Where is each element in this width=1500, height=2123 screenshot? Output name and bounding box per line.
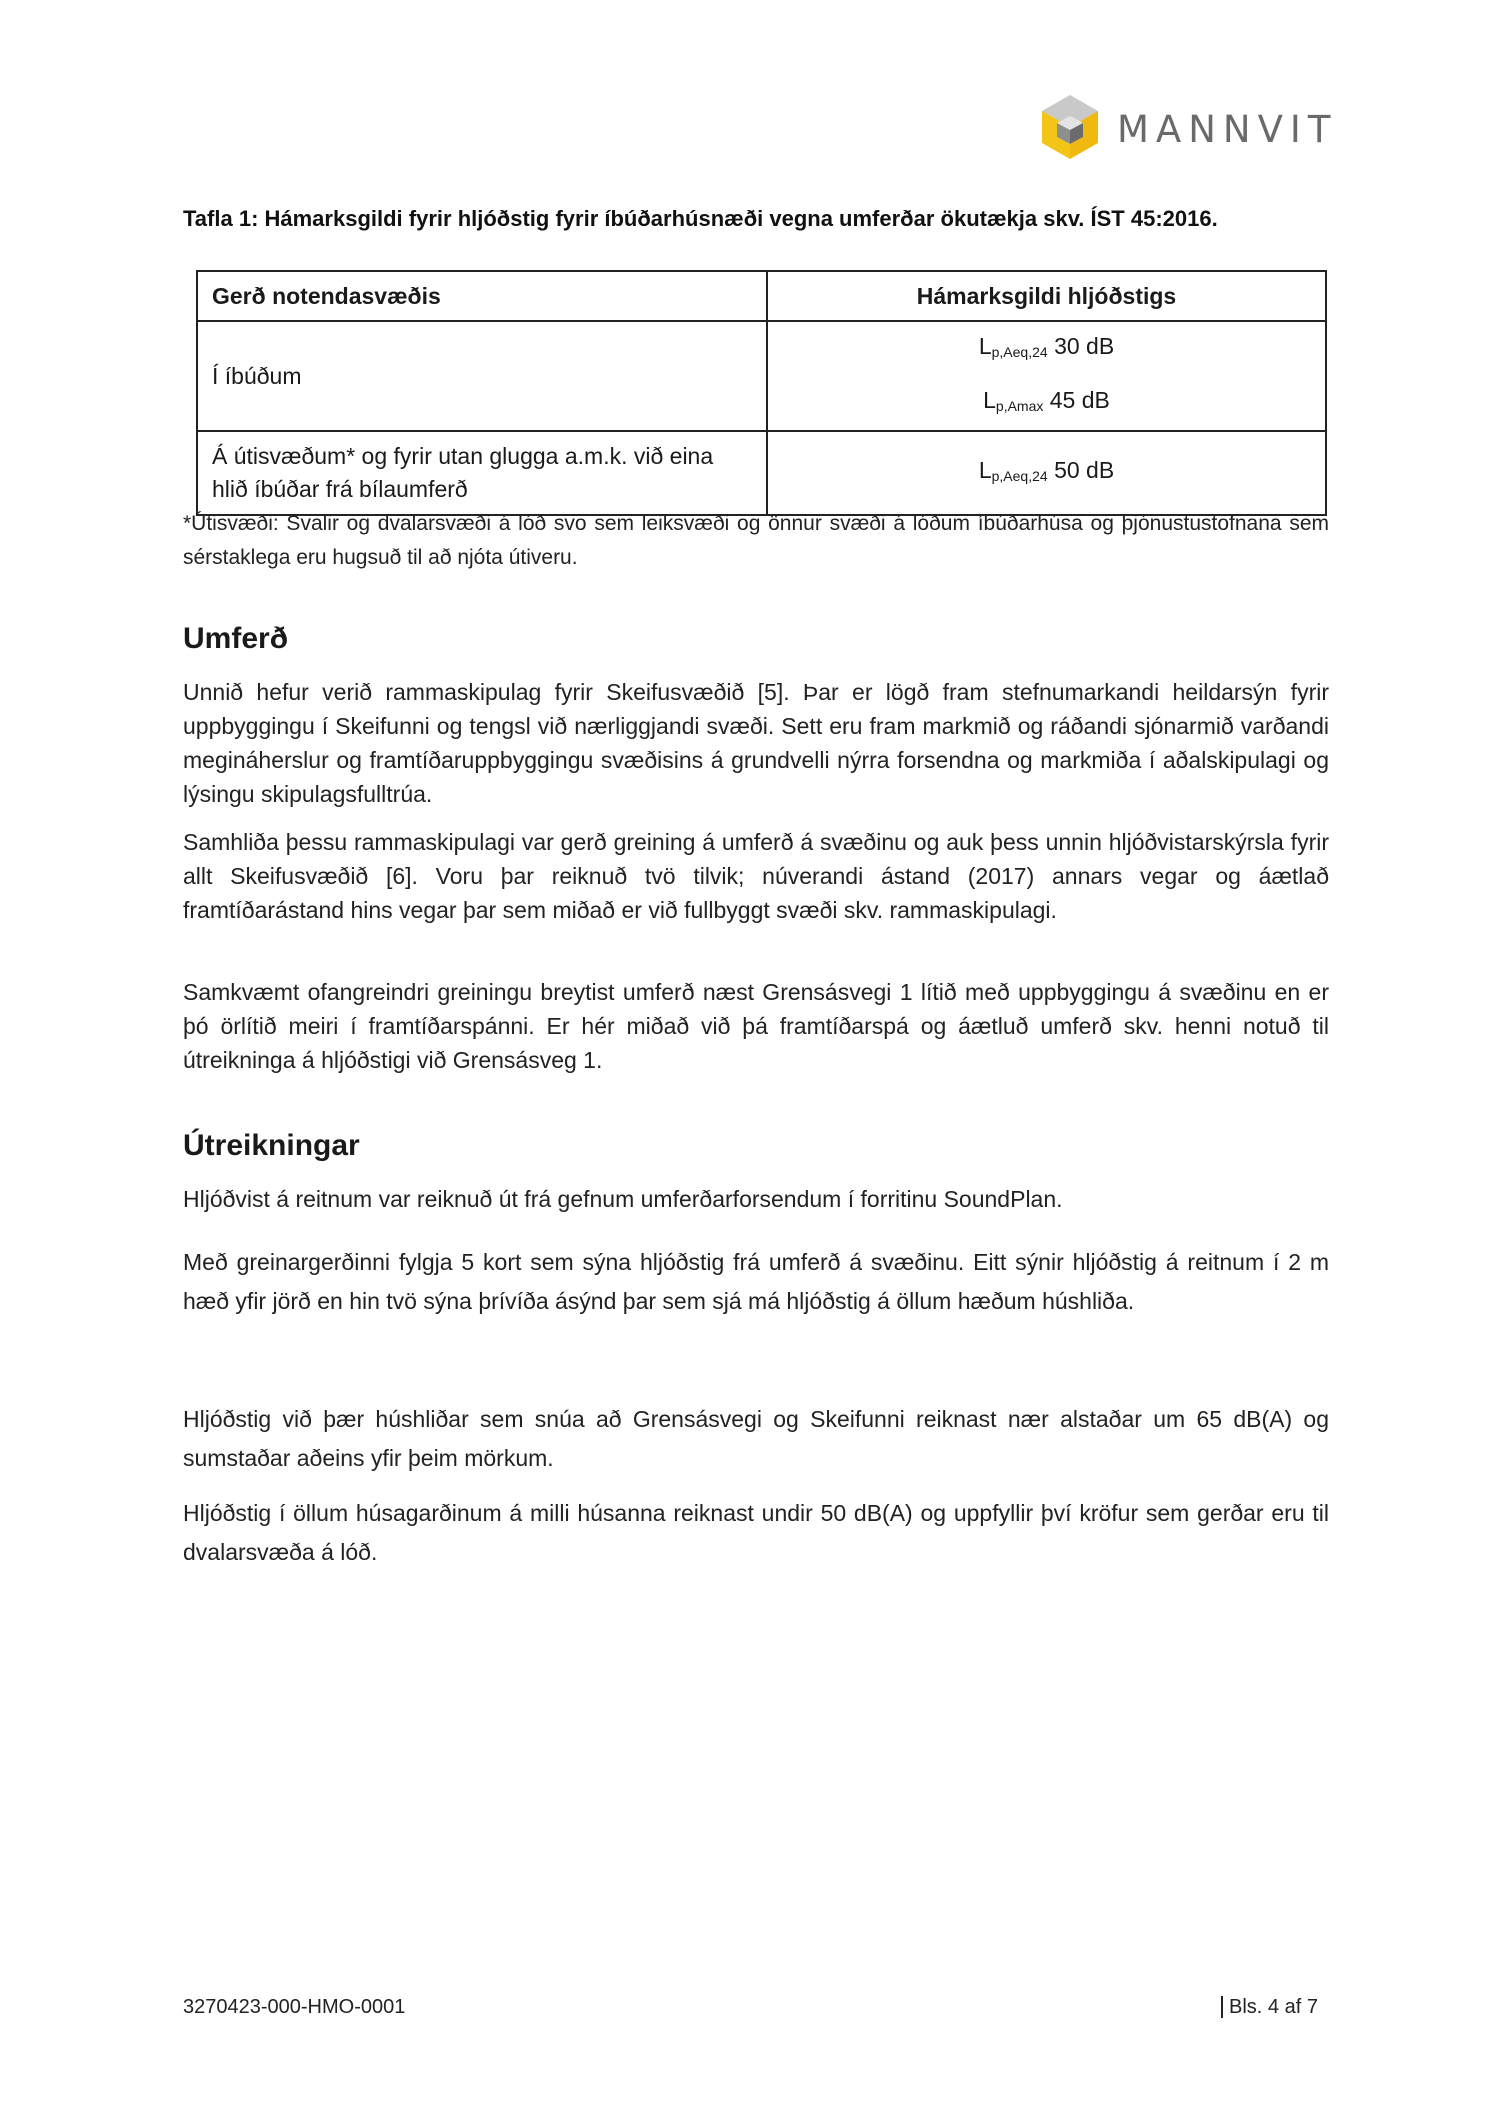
level-symbol: L bbox=[978, 333, 992, 359]
level-number: 45 dB bbox=[1049, 387, 1110, 413]
level-value bbox=[782, 322, 1311, 376]
footer-page-number: Bls. 4 af 7 bbox=[1221, 1996, 1318, 2018]
paragraph: Hljóðvist á reitnum var reiknuð út frá gefnum umferðarforsendum í forritinu SoundPlan. bbox=[183, 1186, 1063, 1212]
header-area-type: Gerð notendasvæðis bbox=[197, 271, 767, 321]
level-symbol: L bbox=[978, 457, 992, 483]
noise-limits-table bbox=[196, 270, 1327, 516]
section-heading-umferd: Umferð bbox=[183, 622, 289, 655]
paragraph: Samhliða þessu rammaskipulagi var gerð greining á umferð á svæðinu og auk þess unnin hljóðvistarskýrsla fyrir allt Skeifusvæðið [6]. Voru þar reiknuð tvö tilvik; núverandi ástand (2017) annars vegar og áætlað framtíðarástand hins vegar þar sem miðað er við fullbyggt svæði skv. rammaskipulagi. bbox=[183, 829, 1329, 923]
table-header-row bbox=[197, 271, 1326, 321]
cell-area: Í íbúðum bbox=[197, 321, 767, 431]
level-number: 30 dB bbox=[1054, 333, 1115, 359]
cell-area: Á útisvæðum* og fyrir utan glugga a.m.k. við eina hlið íbúðar frá bílaumferð bbox=[197, 431, 767, 515]
level-number: 50 dB bbox=[1054, 457, 1115, 483]
table-row bbox=[197, 431, 1326, 515]
header-max-level: Hámarksgildi hljóðstigs bbox=[767, 271, 1326, 321]
paragraph: Unnið hefur verið rammaskipulag fyrir Skeifusvæðið [5]. Þar er lögð fram stefnumarkandi heildarsýn fyrir uppbyggingu í Skeifunni og tengsl við nærliggjandi svæði. Sett eru fram markmið og ráðandi sjónarmið varðandi megináherslur og framtíðaruppbyggingu svæðisins á grundvelli nýrra forsendna og markmiða í aðalskipulagi og lýsingu skipulagsfulltrúa. bbox=[183, 679, 1329, 807]
footer-doc-id: 3270423-000-HMO-0001 bbox=[183, 1996, 406, 2018]
level-value bbox=[782, 446, 1311, 500]
table-footnote: *Útisvæði: Svalir og dvalarsvæði á lóð svo sem leiksvæði og önnur svæði á lóðum íbúðarhúsa og þjónustustofnana sem sérstaklega eru hugsuð til að njóta útiveru. bbox=[183, 512, 1329, 569]
level-symbol: L bbox=[983, 387, 996, 413]
section-heading-utreikningar: Útreikningar bbox=[183, 1129, 360, 1162]
paragraph: Samkvæmt ofangreindri greiningu breytist umferð næst Grensásvegi 1 lítið með uppbyggingu á svæðinu en er þó örlítið meiri í framtíðarspánni. Er hér miðað við þá framtíðarspá og áætluð umferð skv. henni notuð til útreikninga á hljóðstigi við Grensásveg 1. bbox=[183, 979, 1329, 1073]
paragraph: Hljóðstig við þær húshliðar sem snúa að Grensásvegi og Skeifunni reiknast nær alstaðar um 65 dB(A) og sumstaðar aðeins yfir þeim mörkum. bbox=[183, 1406, 1329, 1471]
level-subscript: p,Aeq,24 bbox=[991, 344, 1048, 360]
mannvit-logo-icon bbox=[1035, 92, 1105, 162]
table-row bbox=[197, 321, 1326, 431]
paragraph: Hljóðstig í öllum húsagarðinum á milli húsanna reiknast undir 50 dB(A) og uppfyllir því kröfur sem gerðar eru til dvalarsvæða á lóð. bbox=[183, 1500, 1329, 1565]
cell-values bbox=[767, 431, 1326, 515]
mannvit-logo bbox=[1035, 92, 1338, 162]
level-value bbox=[782, 376, 1311, 430]
level-subscript: p,Amax bbox=[995, 398, 1044, 414]
logo-wordmark: MANNVIT bbox=[1117, 108, 1338, 151]
paragraph: Með greinargerðinni fylgja 5 kort sem sýna hljóðstig frá umferð á svæðinu. Eitt sýnir hljóðstig á reitnum í 2 m hæð yfir jörð en hin tvö sýna þrívíða ásýnd þar sem sjá má hljóðstig á öllum hæðum húshliða. bbox=[183, 1249, 1329, 1314]
level-subscript: p,Aeq,24 bbox=[991, 468, 1048, 484]
cell-values bbox=[767, 321, 1326, 431]
table-caption: Tafla 1: Hámarksgildi fyrir hljóðstig fyrir íbúðarhúsnæði vegna umferðar ökutækja skv. ÍST 45:2016. bbox=[183, 206, 1218, 231]
